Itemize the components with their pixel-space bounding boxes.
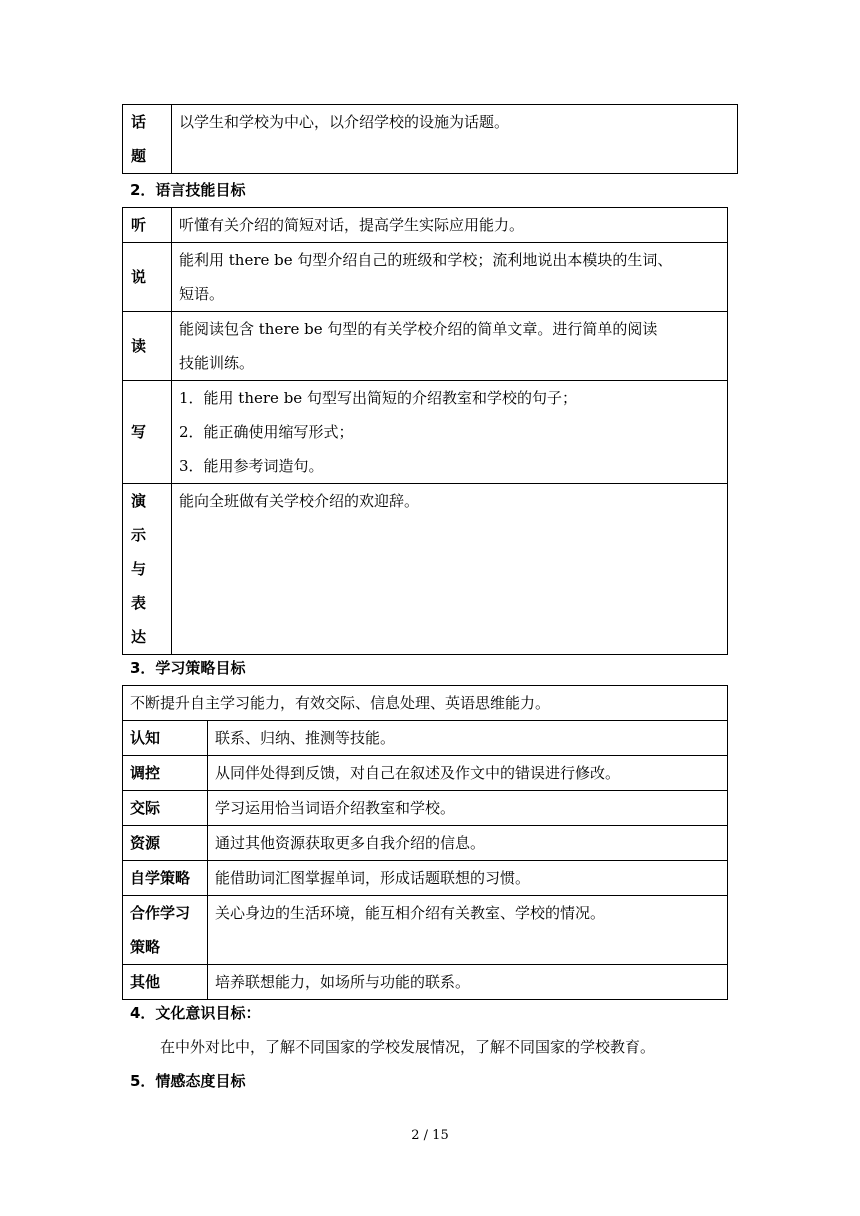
strategy-content-text: 通过其他资源获取更多自我介绍的信息。 [215,834,486,852]
skill-label [123,484,172,655]
table-row [123,484,728,655]
skill-label-line: 与 [131,560,147,578]
section-heading: 3．学习策略目标 [130,659,246,677]
strategy-content-text: 关心身边的生活环境，能互相介绍有关教室、学校的情况。 [215,904,606,922]
skill-content [172,484,728,655]
topic-label [123,105,172,174]
table-row [123,861,728,896]
skill-label [123,243,172,312]
section-heading: 5．情感态度目标 [130,1072,246,1090]
skill-label-line: 听 [131,216,147,234]
skill-label [123,381,172,484]
strategy-label-line: 认知 [130,729,161,747]
table-row [123,105,738,174]
strategy-content [208,826,728,861]
strategy-label [123,826,208,861]
skill-line: 短语。 [179,285,225,303]
skill-line: 能阅读包含 there be 句型的有关学校介绍的简单文章。进行简单的阅读 [179,320,658,338]
strategy-label [123,861,208,896]
skill-label-line: 读 [131,337,147,355]
table-row [123,896,728,965]
strategy-intro-text: 不断提升自主学习能力，有效交际、信息处理、英语思维能力。 [130,694,551,712]
table-row [123,721,728,756]
strategy-label-line: 调控 [130,764,161,782]
strategy-label [123,965,208,1000]
strategy-content-text: 培养联想能力，如场所与功能的联系。 [215,973,471,991]
strategy-content [208,965,728,1000]
table-row [123,826,728,861]
table-row [123,243,728,312]
strategy-label-line: 资源 [130,834,161,852]
skill-label-line: 表 [131,594,147,612]
strategy-content [208,721,728,756]
strategy-content [208,896,728,965]
strategy-label [123,791,208,826]
table-row [123,208,728,243]
cultural-awareness-paragraph: 在中外对比中，了解不同国家的学校发展情况，了解不同国家的学校教育。 [160,1038,656,1056]
skill-label-line: 写 [131,423,147,441]
skill-line: 能利用 there be 句型介绍自己的班级和学校；流利地说出本模块的生词、 [179,251,673,269]
skill-line: 3．能用参考词造句。 [179,457,324,475]
skill-label [123,208,172,243]
skill-line: 1．能用 there be 句型写出简短的介绍教室和学校的句子； [179,389,577,407]
strategy-label-line: 策略 [130,938,161,956]
strategy-content-text: 能借助词汇图掌握单词，形成话题联想的习惯。 [215,869,531,887]
table-row [123,312,728,381]
table-row [123,756,728,791]
topic-content [172,105,738,174]
skill-line: 能向全班做有关学校介绍的欢迎辞。 [179,492,420,510]
skill-label-line: 演 [131,492,147,510]
skill-content [172,312,728,381]
strategy-label-line: 交际 [130,799,161,817]
strategy-label-line: 其他 [130,973,161,991]
topic-content-text: 以学生和学校为中心，以介绍学校的设施为话题。 [179,113,510,131]
skill-content [172,208,728,243]
table-row [123,965,728,1000]
skill-line: 听懂有关介绍的简短对话，提高学生实际应用能力。 [179,216,525,234]
topic-label-line: 话 [131,113,147,131]
topic-label-line: 题 [131,147,147,165]
strategy-content [208,861,728,896]
strategy-label [123,896,208,965]
table-row [123,791,728,826]
strategy-label [123,756,208,791]
skill-label-line: 达 [131,628,147,646]
language-skills-table [122,207,728,655]
strategy-content-text: 学习运用恰当词语介绍教室和学校。 [215,799,456,817]
table-row [123,381,728,484]
skill-content [172,381,728,484]
strategy-content-text: 从同伴处得到反馈，对自己在叙述及作文中的错误进行修改。 [215,764,621,782]
skill-line: 技能训练。 [179,354,255,372]
section-heading: 2．语言技能目标 [130,181,246,199]
strategy-intro [123,686,728,721]
table-row [123,686,728,721]
learning-strategy-table [122,685,728,1000]
strategy-label [123,721,208,756]
skill-label-line: 示 [131,526,147,544]
strategy-label-line: 合作学习 [130,904,191,922]
strategy-content [208,791,728,826]
page-number: 2 / 15 [411,1128,449,1143]
topic-table [122,104,738,174]
skill-label [123,312,172,381]
skill-content [172,243,728,312]
strategy-content [208,756,728,791]
section-heading: 4．文化意识目标： [130,1004,261,1022]
skill-line: 2．能正确使用缩写形式； [179,423,354,441]
strategy-content-text: 联系、归纳、推测等技能。 [215,729,396,747]
skill-label-line: 说 [131,268,147,286]
strategy-label-line: 自学策略 [130,869,191,887]
